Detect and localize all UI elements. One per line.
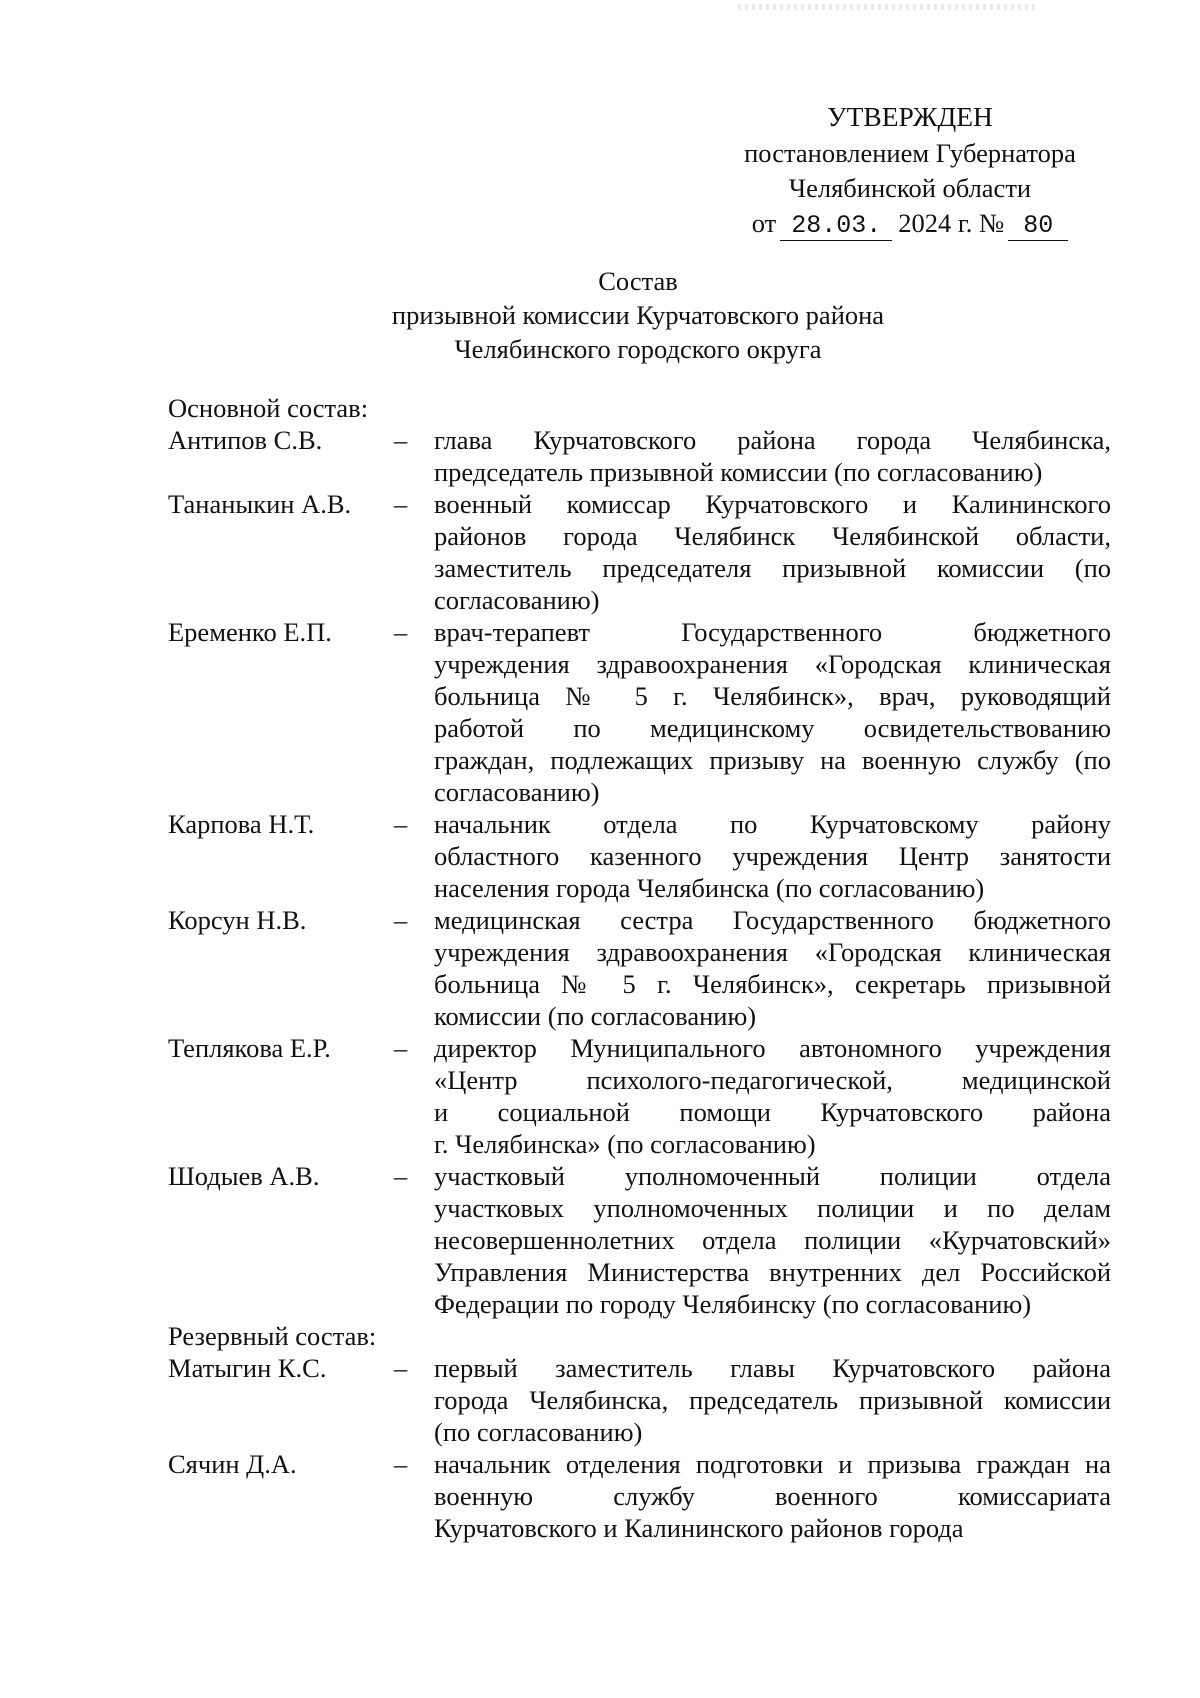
member-position-line: Федерации по городу Челябинску (по согласованию) — [434, 1289, 1032, 1319]
member-position-line: учреждения здравоохранения «Городская клиническая — [434, 649, 1111, 679]
member-position-line: участковый уполномоченный полиции отдела — [434, 1161, 1111, 1191]
main-member-row — [168, 616, 1111, 808]
approval-line-2: Челябинской области — [788, 173, 1032, 203]
main-member-row — [168, 808, 1111, 904]
member-dash: – — [394, 617, 408, 647]
commission-composition — [168, 392, 1111, 1544]
member-name: Тананыкин А.В. — [168, 489, 352, 519]
member-position-line: участковых уполномоченных полиции и по делам — [434, 1193, 1111, 1223]
main-member-row — [168, 1160, 1111, 1320]
member-position-line: медицинская сестра Государственного бюджетного — [434, 905, 1111, 935]
member-position-line: глава Курчатовского района города Челябинска, — [434, 425, 1111, 455]
member-position-line: (по согласованию) — [434, 1417, 643, 1447]
member-dash: – — [394, 425, 408, 455]
approval-title: УТВЕРЖДЕН — [827, 101, 993, 132]
main-member-list — [168, 424, 1111, 1320]
approval-year-label: 2024 г. № — [898, 208, 1005, 238]
member-position — [434, 616, 1111, 808]
reserve-member-row — [168, 1448, 1111, 1544]
member-position — [434, 1448, 1111, 1544]
member-dash: – — [394, 1161, 408, 1191]
approval-date-line — [730, 206, 1090, 241]
member-position-line: начальник отдела по Курчатовскому району — [434, 809, 1111, 839]
member-name: Еременко Е.П. — [168, 617, 332, 647]
member-position-line: работой по медицинскому освидетельствованию — [434, 713, 1111, 743]
member-position-line: военную службу военного комиссариата — [434, 1481, 1111, 1511]
member-position-line: граждан, подлежащих призыву на военную службу (по — [434, 745, 1111, 775]
member-position-line: первый заместитель главы Курчатовского района — [434, 1353, 1111, 1383]
heading-line-1: Состав — [598, 266, 678, 296]
member-name: Сячин Д.А. — [168, 1449, 297, 1479]
member-name: Корсун Н.В. — [168, 905, 307, 935]
member-position-line: согласованию) — [434, 585, 600, 615]
member-position-line: Курчатовского и Калининского районов города — [434, 1513, 964, 1543]
member-name: Антипов С.В. — [168, 425, 323, 455]
scan-artifact — [738, 4, 1038, 10]
member-name: Карпова Н.Т. — [168, 809, 315, 839]
member-position — [434, 1352, 1111, 1448]
member-position-line: военный комиссар Курчатовского и Калининского — [434, 489, 1111, 519]
member-name: Шодыев А.В. — [168, 1161, 320, 1191]
member-position-line: больница № 5 г. Челябинск», врач, руководящий — [434, 681, 1111, 711]
reserve-composition-label: Резервный состав: — [168, 1321, 377, 1351]
member-position-line: комиссии (по согласованию) — [434, 1001, 757, 1031]
member-position-line: больница № 5 г. Челябинск», секретарь призывной — [434, 969, 1111, 999]
member-name: Теплякова Е.Р. — [168, 1033, 331, 1063]
member-position-line: и социальной помощи Курчатовского района — [434, 1097, 1111, 1127]
member-position-line: населения города Челябинска (по согласованию) — [434, 873, 985, 903]
heading-line-2: призывной комиссии Курчатовского района — [391, 300, 885, 330]
approval-block — [730, 98, 1090, 241]
member-position-line: заместитель председателя призывной комиссии (по — [434, 553, 1111, 583]
member-position — [434, 424, 1111, 488]
document-heading — [238, 264, 1038, 366]
approval-date-value: 28.03. — [780, 212, 892, 241]
main-member-row — [168, 488, 1111, 616]
reserve-member-list — [168, 1352, 1111, 1544]
member-dash: – — [394, 489, 408, 519]
member-position-line: начальник отделения подготовки и призыва граждан на — [434, 1449, 1111, 1479]
member-dash: – — [394, 1353, 408, 1383]
member-dash: – — [394, 905, 408, 935]
reserve-member-row — [168, 1352, 1111, 1448]
member-position-line: районов города Челябинск Челябинской области, — [434, 521, 1111, 551]
main-member-row — [168, 904, 1111, 1032]
member-position-line: председатель призывной комиссии (по согласованию) — [434, 457, 1043, 487]
member-dash: – — [394, 1449, 408, 1479]
member-position-line: врач-терапевт Государственного бюджетного — [434, 617, 1111, 647]
member-dash: – — [394, 1033, 408, 1063]
member-dash: – — [394, 809, 408, 839]
member-position-line: города Челябинска, председатель призывной комиссии — [434, 1385, 1111, 1415]
main-composition-label: Основной состав: — [168, 393, 369, 423]
member-position-line: г. Челябинска» (по согласованию) — [434, 1129, 816, 1159]
member-position-line: несовершеннолетних отдела полиции «Курчатовский» — [434, 1225, 1111, 1255]
member-position-line: директор Муниципального автономного учреждения — [434, 1033, 1111, 1063]
member-position — [434, 1160, 1111, 1320]
heading-line-3: Челябинского городского округа — [454, 334, 822, 364]
approval-line-1: постановлением Губернатора — [744, 138, 1076, 168]
member-name: Матыгин К.С. — [168, 1353, 327, 1383]
member-position-line: учреждения здравоохранения «Городская клиническая — [434, 937, 1111, 967]
member-position-line: согласованию) — [434, 777, 600, 807]
member-position-line: «Центр психолого-педагогической, медицинской — [434, 1065, 1111, 1095]
approval-number-value: 80 — [1008, 212, 1068, 241]
approval-date-prefix: от — [751, 208, 777, 238]
member-position — [434, 1032, 1111, 1160]
member-position-line: областного казенного учреждения Центр занятости — [434, 841, 1111, 871]
member-position — [434, 808, 1111, 904]
member-position — [434, 904, 1111, 1032]
member-position — [434, 488, 1111, 616]
main-member-row — [168, 1032, 1111, 1160]
main-member-row — [168, 424, 1111, 488]
member-position-line: Управления Министерства внутренних дел Российской — [434, 1257, 1111, 1287]
